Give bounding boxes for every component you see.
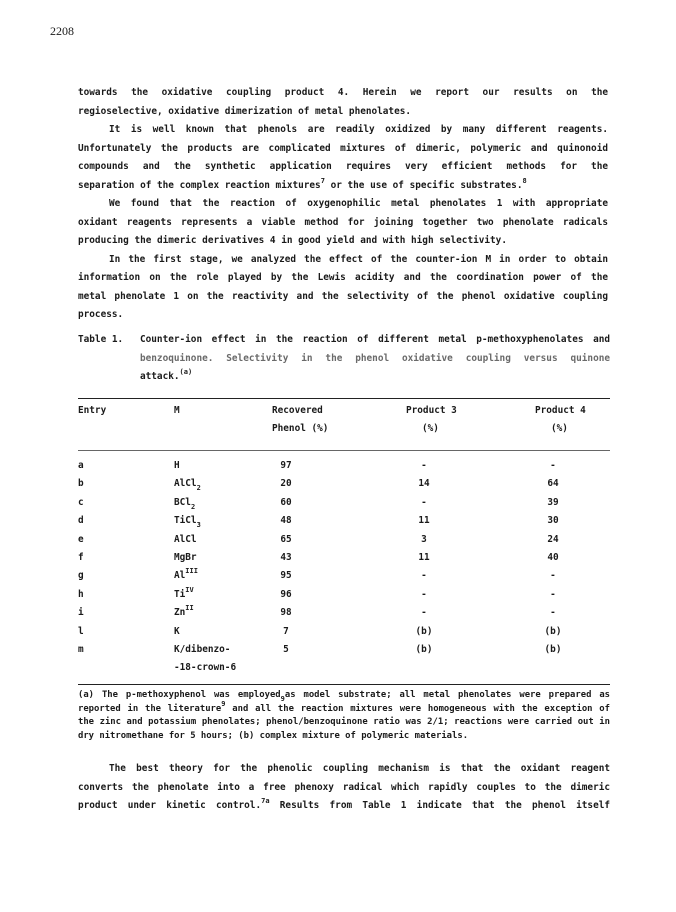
table-bottom-rule: [78, 684, 610, 685]
header-product-3: Product 3: [406, 405, 457, 416]
table-label: Table 1.: [78, 334, 124, 345]
cell-entry: h: [78, 588, 84, 600]
paragraph-found-line-3: producing the dimeric derivatives 4 in good yield and with high selectivity.: [78, 235, 507, 246]
paragraph-theory-line-3: [78, 797, 610, 816]
footnote-sub: 9: [280, 695, 285, 703]
cell-recovered-phenol: 20: [280, 478, 292, 490]
reference-8: 8: [522, 176, 527, 185]
cell-product-4: 64: [547, 478, 559, 490]
cell-product-4: 30: [547, 515, 559, 527]
cell-recovered-phenol: 65: [280, 533, 292, 545]
reference-7: 7: [320, 176, 325, 185]
cell-m-text: AlCl: [174, 533, 197, 545]
cell-recovered-phenol: 98: [280, 607, 292, 619]
cell-product-3: (b): [415, 644, 433, 655]
cell-product-3: -: [421, 607, 427, 619]
cell-m: [174, 494, 195, 513]
cell-product-3: -: [421, 570, 427, 582]
header-product-3-unit: (%): [422, 423, 439, 434]
cell-m-text: BCl: [174, 496, 191, 508]
paragraph-first-stage-line-4: process.: [78, 309, 124, 320]
cell-product-4: -: [550, 460, 556, 471]
cell-product-3: 11: [418, 515, 430, 527]
cell-m-superscript: IV: [185, 585, 194, 594]
cell-m-superscript: III: [185, 567, 198, 576]
cell-m: [174, 531, 197, 550]
cell-entry: f: [78, 552, 84, 563]
cell-entry: l: [78, 625, 84, 637]
cell-m-subscript: 3: [196, 521, 201, 530]
intro-line-1: towards the oxidative coupling product 4. Herein we report our results on the: [78, 87, 608, 98]
paragraph-theory-line-2: converts the phenolate into a free phenoxy radical which rapidly couples to the dimeric: [78, 781, 610, 793]
cell-product-3: (b): [415, 625, 433, 637]
footnote-part-1: (a) The p-methoxyphenol was employed: [78, 690, 281, 700]
paragraph-first-stage-line-3: metal phenolate 1 on the reactivity and the selectivity of the phenol oxidative coupling: [78, 290, 608, 302]
cell-product-3: -: [421, 460, 427, 471]
table-row: [0, 641, 676, 658]
cell-m-text: Al: [174, 570, 186, 582]
cell-m: [174, 549, 197, 568]
table-row: [0, 623, 676, 640]
cell-m: [174, 586, 194, 605]
cell-product-4: -: [550, 607, 556, 619]
cell-m-text: TiCl: [174, 515, 197, 527]
cell-recovered-phenol: 97: [280, 460, 292, 471]
cell-recovered-phenol: 96: [280, 588, 292, 600]
cell-recovered-phenol: 5: [283, 644, 289, 655]
cell-product-4: (b): [544, 644, 562, 655]
cell-m-text: AlCl: [174, 478, 197, 490]
cell-entry: i: [78, 607, 84, 619]
cell-product-3: -: [421, 496, 427, 508]
cell-m-superscript: II: [185, 604, 194, 613]
paragraph-known-line-1: It is well known that phenols are readily oxidized by many different reagents.: [109, 124, 608, 135]
header-product-4: Product 4: [535, 405, 586, 416]
paragraph-known-line-3: compounds and the synthetic application requires very efficient methods for the: [78, 161, 608, 172]
cell-m: [174, 567, 198, 586]
cell-product-4: 40: [547, 552, 559, 563]
cell-product-3: 14: [418, 478, 430, 490]
paragraph-theory-line-3b: Results from Table 1 indicate that the phenol itself: [269, 800, 610, 811]
cell-product-3: -: [421, 588, 427, 600]
table-row: [0, 604, 676, 621]
cell-entry: g: [78, 570, 84, 582]
cell-product-4: 39: [547, 496, 559, 508]
table-caption-line-1: Counter-ion effect in the reaction of different metal p-methoxyphenolates and: [140, 334, 610, 345]
cell-recovered-phenol: 7: [283, 625, 289, 637]
header-recovered-unit: Phenol (%): [272, 423, 329, 434]
cell-m-text: Zn: [174, 607, 186, 619]
cell-m-subscript: 2: [196, 484, 201, 493]
footnote-text: [78, 689, 610, 744]
table-row: [0, 567, 676, 584]
cell-m-text: H: [174, 460, 180, 471]
footnote-part-3: and all the reaction mixtures were homogeneous with the exception of the zinc and potassium phenolates; phenol/benzoquinone ratio was 2/1; reactions were carried out in dry nitromethane for 5 hours; (b) complex mixture of polymeric materials.: [78, 703, 610, 742]
cell-product-4: -: [550, 570, 556, 582]
cell-entry: c: [78, 496, 84, 508]
cell-m-text: Ti: [174, 588, 186, 600]
header-product-4-unit: (%): [551, 423, 568, 434]
paragraph-theory-line-1: The best theory for the phenolic coupling mechanism is that the oxidant reagent: [109, 763, 610, 774]
header-recovered: Recovered: [272, 405, 323, 416]
cell-recovered-phenol: 48: [280, 515, 292, 527]
page-number: 2208: [50, 24, 74, 38]
table-caption-line-3: [140, 368, 610, 387]
cell-entry: b: [78, 478, 84, 490]
intro-line-2: regioselective, oxidative dimerization of metal phenolates.: [78, 105, 412, 117]
table-row: [0, 549, 676, 566]
paragraph-first-stage-line-1: In the first stage, we analyzed the effect of the counter-ion M in order to obtain: [109, 253, 608, 265]
cell-m-text: -18-crown-6: [174, 662, 237, 674]
paragraph-known-line-4a: separation of the complex reaction mixtures: [78, 179, 321, 191]
cell-recovered-phenol: 60: [280, 496, 292, 508]
cell-m-text: K: [174, 625, 180, 637]
cell-m: [174, 457, 180, 476]
cell-m: [174, 512, 201, 531]
table-row: [0, 659, 676, 676]
paragraph-first-stage-line-2: information on the role played by the Lewis acidity and the coordination power of the: [78, 272, 608, 283]
table-row: [0, 586, 676, 603]
table-top-rule: [78, 398, 610, 399]
header-m: M: [174, 405, 180, 416]
cell-m-text: K/dibenzo-: [174, 644, 231, 655]
header-entry: Entry: [78, 405, 107, 416]
cell-recovered-phenol: 95: [280, 570, 292, 582]
paragraph-found-line-1: We found that the reaction of oxygenophilic metal phenolates 1 with appropriate: [109, 198, 608, 209]
cell-product-4: (b): [544, 625, 562, 637]
table-footnote: [78, 689, 610, 744]
table-header-rule: [78, 450, 610, 451]
cell-product-4: 24: [547, 533, 559, 545]
paragraph-known-line-2: Unfortunately the products are complicated mixtures of dimeric, polymeric and quinonoid: [78, 142, 608, 154]
paragraph-theory-line-3a: product under kinetic control.: [78, 800, 262, 811]
table-caption-line-3-text: attack.: [140, 371, 180, 382]
table-caption-note-a: (a): [179, 368, 193, 376]
body-text: [78, 84, 608, 325]
table-row: [0, 457, 676, 474]
cell-m: [174, 604, 194, 623]
cell-product-3: 3: [421, 533, 427, 545]
table-caption-text: [140, 331, 610, 387]
paragraph-found-line-2: oxidant reagents represents a viable method for joining together two phenolate radicals: [78, 216, 608, 228]
cell-m: [174, 623, 180, 642]
cell-m: [174, 641, 230, 660]
cell-m: [174, 475, 201, 494]
cell-product-3: 11: [418, 552, 430, 563]
cell-m-subscript: 2: [190, 502, 196, 511]
footnote-part-2: as model substrate; all metal phenolates were prepared as reported in the literature: [78, 690, 611, 714]
reference-7a: 7a: [261, 797, 270, 805]
cell-recovered-phenol: 43: [280, 552, 292, 563]
table-row: [0, 531, 676, 548]
table-row: [0, 512, 676, 529]
cell-entry: m: [78, 644, 84, 655]
cell-entry: d: [78, 515, 84, 527]
footnote-reference-9: 9: [221, 699, 226, 708]
table-row: [0, 475, 676, 492]
cell-entry: a: [78, 460, 84, 471]
cell-product-4: -: [550, 588, 556, 600]
table-caption-line-2: benzoquinone. Selectivity in the phenol oxidative coupling versus quinone: [140, 352, 610, 364]
cell-m: [174, 659, 236, 678]
cell-entry: e: [78, 533, 84, 545]
cell-m-text: MgBr: [174, 552, 197, 563]
paragraph-known-line-4b: or the use of specific substrates.: [324, 179, 523, 191]
table-row: [0, 494, 676, 511]
paragraph-theory: [78, 760, 610, 816]
paragraph-known-line-4: [78, 177, 608, 196]
